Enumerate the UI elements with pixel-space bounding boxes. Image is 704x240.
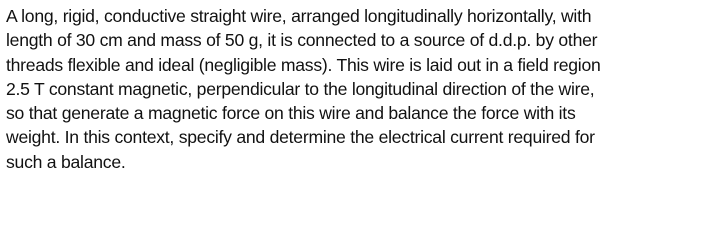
text-line: length of 30 cm and mass of 50 g, it is connected to a source of d.d.p. by other: [6, 30, 598, 51]
text-line: threads flexible and ideal (negligible mass). This wire is laid out in a field region: [6, 54, 601, 75]
text-line: such a balance.: [6, 151, 126, 172]
problem-statement: [6, 4, 702, 174]
text-line: 2.5 T constant magnetic, perpendicular to the longitudinal direction of the wire,: [6, 78, 595, 99]
text-line: A long, rigid, conductive straight wire, arranged longitudinally horizontally, with: [6, 6, 592, 26]
text-line: weight. In this context, specify and determine the electrical current required for: [6, 127, 595, 148]
text-line: so that generate a magnetic force on this wire and balance the force with its: [6, 103, 576, 124]
